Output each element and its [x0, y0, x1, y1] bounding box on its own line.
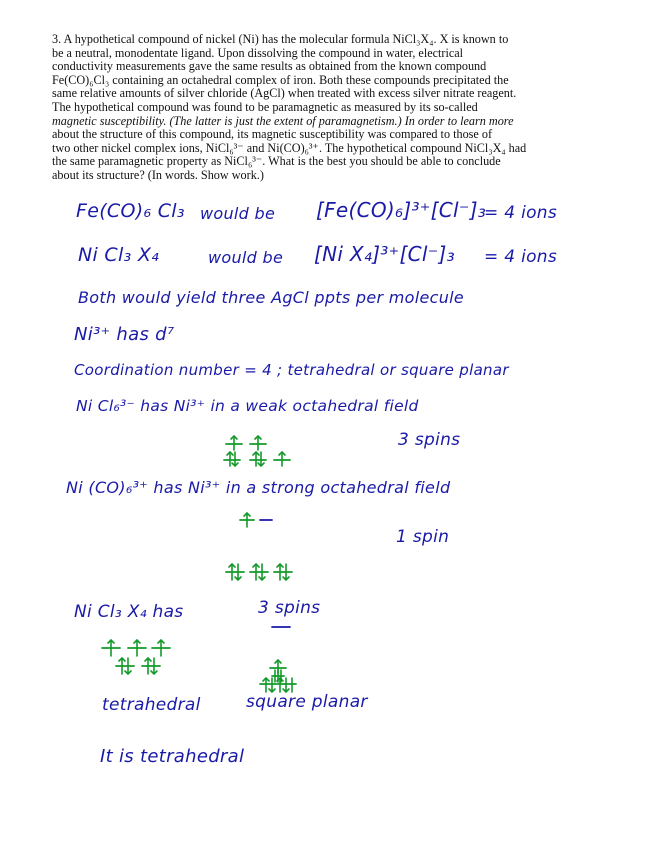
ni-ionic-formula: [Ni X₄]³⁺[Cl⁻]₃ [314, 242, 455, 266]
conclusion: It is tetrahedral [100, 746, 245, 767]
nicl6-statement: Ni Cl₆³⁻ has Ni³⁺ in a weak octahedral field [76, 397, 419, 415]
agcl-statement: Both would yield three AgCl ppts per molecule [78, 288, 465, 307]
question-line: be a neutral, monodentate ligand. Upon dissolving the compound in water, electrical [52, 45, 464, 60]
strong-field-eg-orbitals [238, 510, 278, 530]
question-line: about its structure? (In words. Show work.) [52, 167, 264, 182]
ni-would-be: would be [208, 248, 284, 267]
one-spin-label: 1 spin [396, 527, 450, 547]
square-planar-label: square planar [246, 692, 368, 712]
question-line: conductivity measurements gave the same results as obtained from the known compound [52, 59, 487, 74]
fe-ionic-formula: [Fe(CO)₆]³⁺[Cl⁻]₃ [316, 198, 487, 222]
question-line: The hypothetical compound was found to be paramagnetic as measured by its so-called [52, 99, 478, 114]
question-line: two other nickel complex ions, NiCl₆³⁻ and Ni(CO)₆³⁺. The hypothetical compound NiCl₃X₄ had [52, 140, 527, 155]
tetrahedral-label: tetrahedral [102, 695, 201, 715]
question-line: about the structure of this compound, its magnetic susceptibility was compared to those of [52, 127, 493, 142]
coordination-statement: Coordination number = 4 ; tetrahedral or square planar [74, 361, 509, 379]
nicl3x4-statement: Ni Cl₃ X₄ has [74, 602, 184, 622]
question-line: same relative amounts of silver chloride (AgCl) when treated with excess silver nitrate reagent. [52, 86, 517, 101]
d7-statement: Ni³⁺ has d⁷ [74, 324, 175, 345]
question-line: 3. A hypothetical compound of nickel (Ni) has the molecular formula NiCl₃X₄. X is known to [52, 32, 509, 46]
nico6-statement: Ni (CO)₆³⁺ has Ni³⁺ in a strong octahedral field [66, 478, 451, 497]
fe-formula: Fe(CO)₆ Cl₃ [76, 200, 185, 222]
question-line: Fe(CO)₆Cl₃ containing an octahedral complex of iron. Both these compounds precipitated the [52, 72, 509, 87]
short-blue-line [270, 622, 300, 632]
weak-field-orbital-diagram [224, 432, 304, 468]
question-line: the same paramagnetic property as NiCl₆³⁻. What is the best you should be able to conclude [52, 154, 501, 169]
question-text [52, 33, 607, 183]
ni-formula: Ni Cl₃ X₄ [78, 244, 160, 266]
three-spins-label: 3 spins [398, 430, 461, 450]
tetrahedral-orbital-diagram [100, 636, 180, 674]
strong-field-t2g-orbitals [224, 560, 300, 584]
fe-would-be: would be [200, 204, 276, 223]
fe-ion-count: = 4 ions [484, 203, 558, 223]
three-spins-b-label: 3 spins [258, 598, 321, 618]
ni-ion-count: = 4 ions [484, 247, 558, 267]
question-line: magnetic susceptibility. (The latter is just the extent of paramagnetism.) In order to learn more [52, 113, 514, 128]
